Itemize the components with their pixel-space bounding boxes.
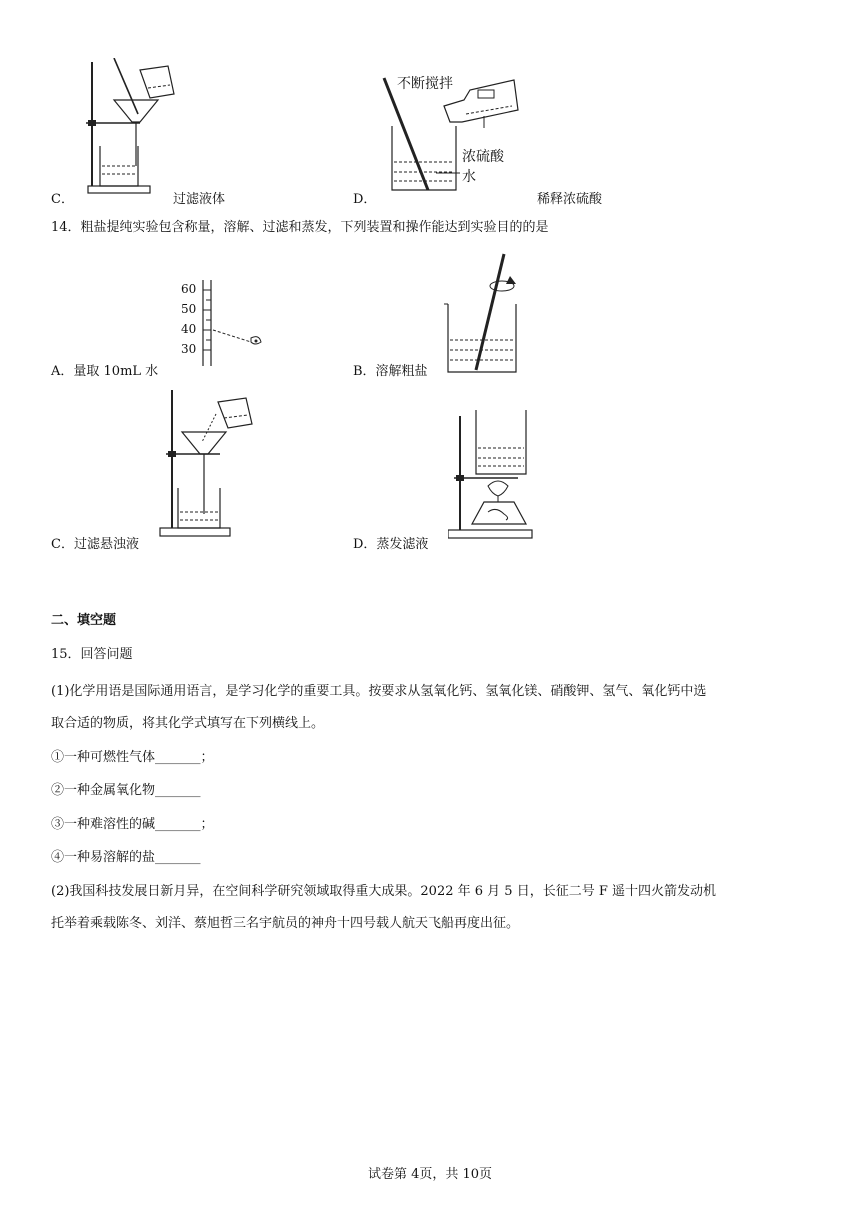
- q14-c-text[interactable]: C．过滤悬浊液: [51, 537, 139, 552]
- q14-a-tick-40: 40: [181, 322, 197, 336]
- q14-a-tick-50: 50: [181, 302, 197, 316]
- q14-b-dissolve-figure: [440, 252, 530, 380]
- q14-d-text[interactable]: D．蒸发滤液: [353, 537, 429, 552]
- q15-item-4: ④一种易溶解的盐_______: [51, 850, 201, 865]
- q15-item-1: ①一种可燃性气体_______；: [51, 750, 214, 765]
- q15-part1-line2: 取合适的物质，将其化学式填写在下列横线上。: [51, 716, 325, 731]
- q13-d-caption: 稀释浓硫酸: [537, 192, 603, 207]
- q13-d-label-water: 水: [462, 169, 476, 185]
- q14-c-filtration-figure: [158, 388, 268, 542]
- q15-item-2: ②一种金属氧化物_______: [51, 783, 201, 798]
- page-footer: 试卷第 4页，共 10页: [367, 1167, 493, 1182]
- q15-part1-line1: (1)化学用语是国际通用语言，是学习化学的重要工具。按要求从氢氧化钙、氢氧化镁、硝酸钾、氢气、氧化钙中选: [51, 684, 707, 699]
- q14-b-text[interactable]: B．溶解粗盐: [353, 364, 428, 379]
- q14-a-tick-60: 60: [181, 282, 197, 296]
- q15-part2-line2: 托举着乘载陈冬、刘洋、蔡旭哲三名宇航员的神舟十四号载人航天飞船再度出征。: [51, 916, 520, 931]
- q13-d-label-acid: 浓硫酸: [462, 149, 504, 165]
- q14-a-text[interactable]: A．量取 10mL 水: [51, 364, 159, 379]
- q15-part2-line1: (2)我国科技发展日新月异，在空间科学研究领域取得重大成果。2022 年 6 月 5 日，长征二号 F 遥十四火箭发动机: [51, 884, 716, 899]
- q14-stem: 14．粗盐提纯实验包含称量，溶解、过滤和蒸发，下列装置和操作能达到实验目的的是: [51, 220, 549, 235]
- q13-c-letter[interactable]: C．: [51, 192, 74, 207]
- q13-d-letter[interactable]: D．: [353, 192, 377, 207]
- q13-c-filtration-figure: [78, 58, 188, 202]
- section-title: 二、填空题: [51, 613, 117, 628]
- q13-c-caption: 过滤液体: [173, 192, 226, 207]
- q15-item-3: ③一种难溶性的碱_______；: [51, 817, 214, 832]
- q14-d-evaporation-figure: [448, 406, 538, 544]
- q15-stem: 15．回答问题: [51, 647, 133, 662]
- q14-a-tick-30: 30: [181, 342, 197, 356]
- q13-d-label-stir: 不断搅拌: [397, 76, 453, 92]
